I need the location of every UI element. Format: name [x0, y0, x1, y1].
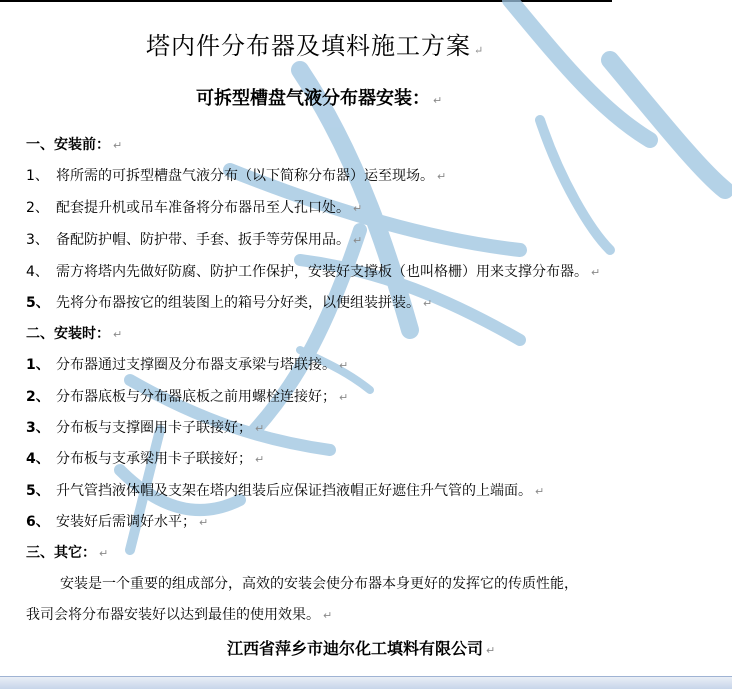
paragraph-mark-icon: ↵: [353, 234, 363, 247]
list-item: 5、 先将分布器按它的组装图上的箱号分好类，以便组装拼装。 ↵: [26, 295, 433, 311]
paragraph-mark-icon: ↵: [255, 453, 265, 466]
paragraph-mark-icon: ↵: [535, 485, 545, 498]
list-item: 1、 将所需的可拆型槽盘气液分布（以下简称分布器）运至现场。 ↵: [26, 168, 447, 184]
list-item: 4、 分布板与支承梁用卡子联接好； ↵: [26, 451, 265, 467]
paragraph-mark-icon: ↵: [474, 44, 485, 57]
paragraph-mark-icon: ↵: [113, 328, 123, 341]
paragraph-mark-icon: ↵: [339, 391, 349, 404]
page-bottom-bar: [0, 676, 732, 689]
paragraph-mark-icon: ↵: [486, 644, 496, 657]
list-item: 2、 配套提升机或吊车准备将分布器吊至人孔口处。 ↵: [26, 200, 363, 216]
paragraph-mark-icon: ↵: [199, 516, 209, 529]
paragraph-mark-icon: ↵: [437, 170, 447, 183]
list-item: 2、 分布器底板与分布器底板之前用螺栓连接好； ↵: [26, 389, 349, 405]
paragraph-mark-icon: ↵: [433, 94, 443, 107]
section-heading-before-install: 一、安装前： ↵: [26, 137, 123, 153]
paragraph-mark-icon: ↵: [591, 266, 601, 279]
paragraph-mark-icon: ↵: [423, 297, 433, 310]
list-item: 1、 分布器通过支撑圈及分布器支承梁与塔联接。 ↵: [26, 357, 349, 373]
paragraph-line: 安装是一个重要的组成部分，高效的安装会使分布器本身更好的发挥它的传质性能，: [60, 576, 578, 592]
list-item: 5、 升气管挡液体帽及支架在塔内组装后应保证挡液帽正好遮住升气管的上端面。 ↵: [26, 483, 545, 499]
paragraph-mark-icon: ↵: [255, 422, 265, 435]
list-item: 4、 需方将塔内先做好防腐、防护工作保护，安装好支撑板（也叫格栅）用来支撑分布器。 ↵: [26, 264, 601, 280]
document-title: 塔内件分布器及填料施工方案 ↵: [146, 32, 485, 60]
document-subtitle: 可拆型槽盘气液分布器安装： ↵: [196, 88, 443, 109]
paragraph-mark-icon: ↵: [353, 202, 363, 215]
list-item: 3、 备配防护帽、防护带、手套、扳手等劳保用品。 ↵: [26, 232, 363, 248]
section-heading-other: 三、其它： ↵: [26, 545, 109, 561]
list-item: 6、 安装好后需调好水平； ↵: [26, 514, 209, 530]
company-name: 江西省萍乡市迪尔化工填料有限公司 ↵: [227, 639, 496, 658]
paragraph-line: 我司会将分布器安装好以达到最佳的使用效果。 ↵: [26, 607, 333, 623]
list-item: 3、 分布板与支撑圈用卡子联接好； ↵: [26, 420, 265, 436]
paragraph-mark-icon: ↵: [113, 139, 123, 152]
paragraph-mark-icon: ↵: [323, 609, 333, 622]
paragraph-mark-icon: ↵: [339, 359, 349, 372]
paragraph-mark-icon: ↵: [99, 547, 109, 560]
section-heading-during-install: 二、安装时： ↵: [26, 326, 123, 342]
